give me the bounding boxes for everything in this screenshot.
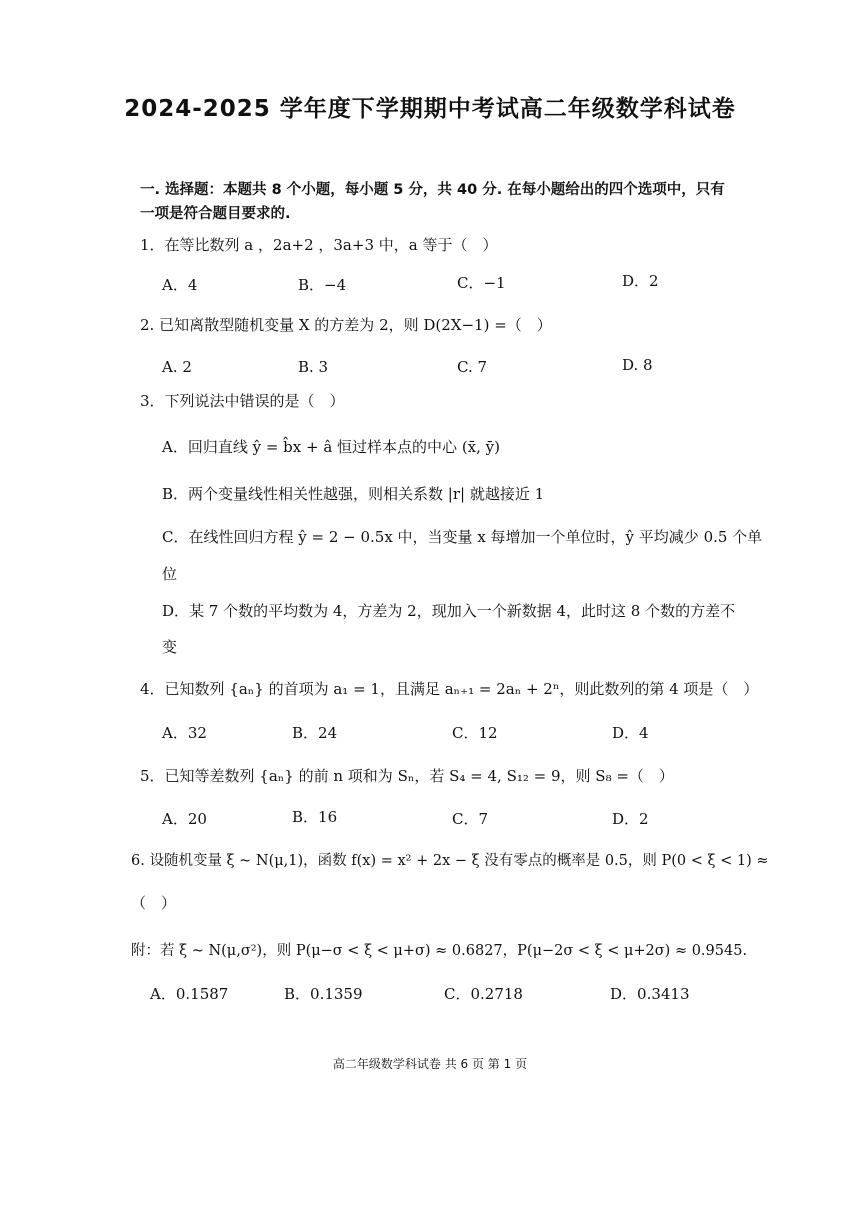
question-1-option-a: A．4 <box>162 276 198 294</box>
question-6-option-a: A．0.1587 <box>150 985 229 1003</box>
question-3-option-c: C．在线性回归方程 ŷ = 2 − 0.5x 中，当变量 x 每增加一个单位时，ŷ 平均减少 0.5 个单 <box>162 528 763 546</box>
question-3-option-b: B．两个变量线性相关性越强，则相关系数 |r| 就越接近 1 <box>162 485 545 503</box>
question-2-option-b: B. 3 <box>298 358 329 376</box>
question-6-option-d: D．0.3413 <box>610 985 690 1003</box>
question-2-option-c: C. 7 <box>457 358 488 376</box>
question-1-option-b: B．−4 <box>298 276 347 294</box>
question-5-option-d: D．2 <box>612 810 649 828</box>
question-3-option-c-cont: 位 <box>162 565 178 583</box>
question-6-stem: 6. 设随机变量 ξ ~ N(μ,1)，函数 f(x) = x² + 2x − ξ 没有零点的概率是 0.5，则 P(0 < ξ < 1) ≈ <box>131 853 769 869</box>
question-1-option-c: C．−1 <box>457 274 506 292</box>
question-6-option-c: C．0.2718 <box>444 985 523 1003</box>
question-4-option-c: C．12 <box>452 724 498 742</box>
page-footer: 高二年级数学科试卷 共 6 页 第 1 页 <box>332 1057 528 1071</box>
question-3-option-d-cont: 变 <box>162 638 178 656</box>
section-heading-line1: 一. 选择题：本题共 8 个小题，每小题 5 分，共 40 分. 在每小题给出的四个选项中，只有 <box>140 182 725 198</box>
question-6-option-b: B．0.1359 <box>284 985 363 1003</box>
question-1-option-d: D．2 <box>622 272 659 290</box>
question-2-option-a: A. 2 <box>162 358 192 376</box>
page-title: 2024-2025 学年度下学期期中考试高二年级数学科试卷 <box>124 96 736 122</box>
question-3-stem: 3．下列说法中错误的是（ ） <box>140 392 345 410</box>
question-5-option-b: B．16 <box>292 808 338 826</box>
question-1-stem: 1．在等比数列 a ，2a+2 ，3a+3 中，a 等于（ ） <box>140 236 498 254</box>
question-5-option-c: C．7 <box>452 810 489 828</box>
section-heading <box>140 178 800 226</box>
question-5-stem: 5．已知等差数列 {aₙ} 的前 n 项和为 Sₙ，若 S₄ = 4, S₁₂ = 9，则 S₈ =（ ） <box>140 767 674 785</box>
question-3-option-d: D．某 7 个数的平均数为 4，方差为 2，现加入一个新数据 4，此时这 8 个数的方差不 <box>162 602 736 620</box>
question-6-note: 附：若 ξ ~ N(μ,σ²)，则 P(μ−σ < ξ < μ+σ) ≈ 0.6827，P(μ−2σ < ξ < μ+2σ) ≈ 0.9545. <box>131 943 748 959</box>
question-4-option-d: D．4 <box>612 724 649 742</box>
question-4-stem: 4．已知数列 {aₙ} 的首项为 a₁ = 1，且满足 aₙ₊₁ = 2aₙ + 2ⁿ，则此数列的第 4 项是（ ） <box>140 680 759 698</box>
question-2-stem: 2. 已知离散型随机变量 X 的方差为 2，则 D(2X−1) =（ ） <box>140 316 552 334</box>
question-4-option-b: B．24 <box>292 724 338 742</box>
question-4-option-a: A．32 <box>162 724 207 742</box>
question-3-option-a: A．回归直线 ŷ = b̂x + â 恒过样本点的中心 (x̄, ȳ) <box>162 438 500 456</box>
question-2-option-d: D. 8 <box>622 356 653 374</box>
question-5-option-a: A．20 <box>162 810 207 828</box>
section-heading-line2: 一项是符合题目要求的. <box>140 206 291 222</box>
question-6-stem-cont: （ ） <box>131 894 177 912</box>
